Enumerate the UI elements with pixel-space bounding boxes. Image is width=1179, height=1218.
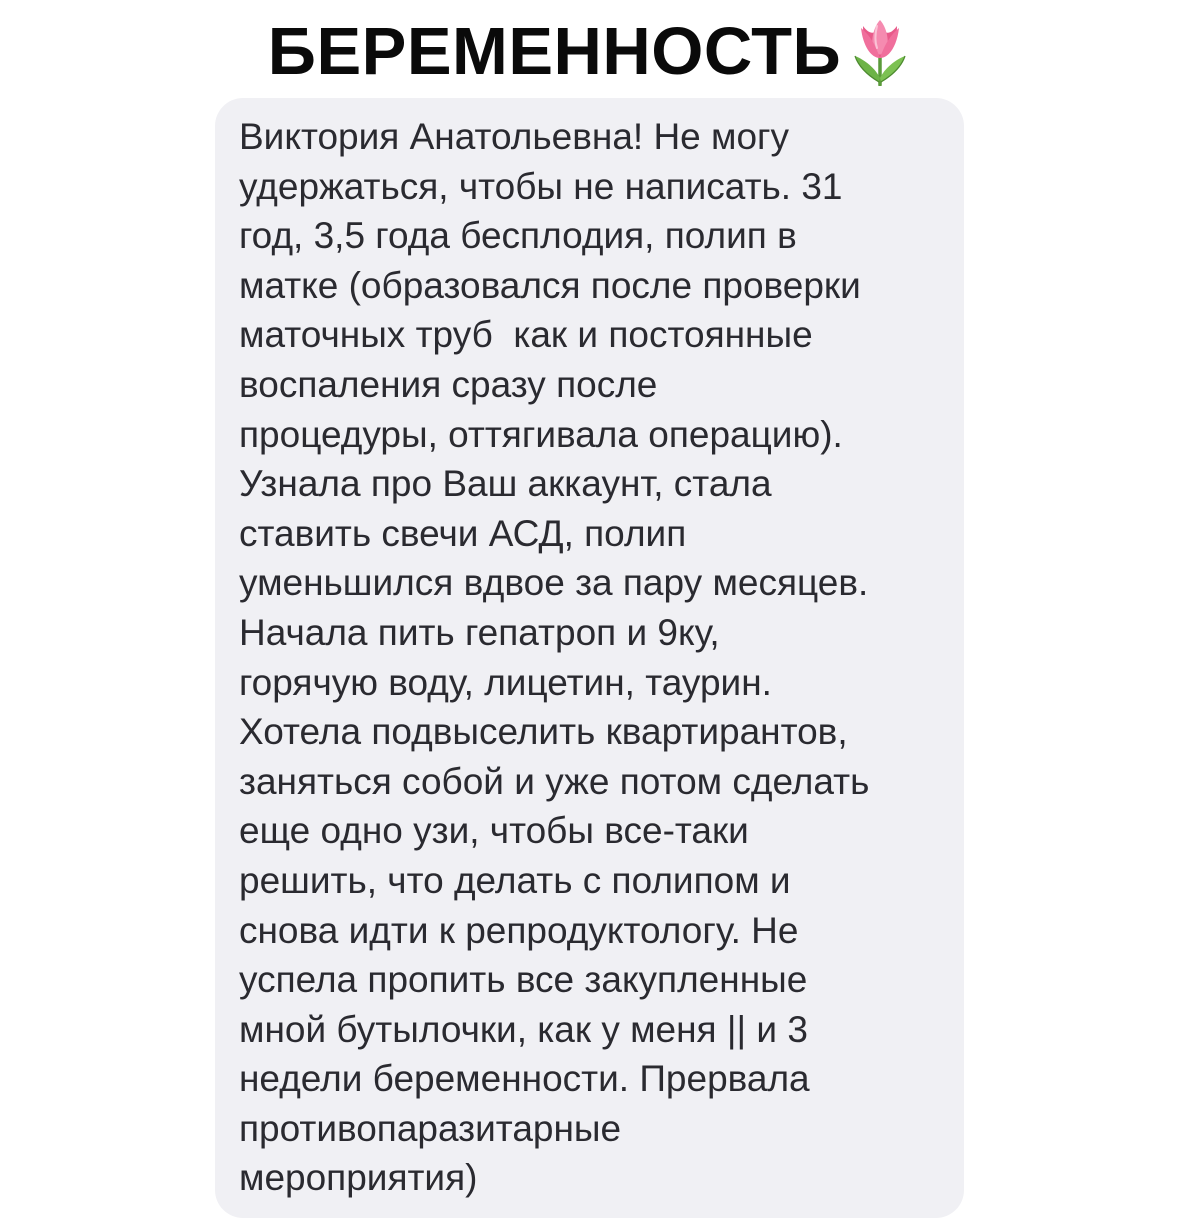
message-text: Виктория Анатольевна! Не могу удержаться, чтобы не написать. 31 год, 3,5 года бесплодия, полип в матке (образовался после проверки маточных труб как и постоянные воспаления сразу после процедуры, оттягивала операцию). Узнала про Ваш аккаунт, стала ставить свечи АСД, полип уменьшился вдвое за пару месяцев. Начала пить гепатроп и 9ку, горячую воду, лицетин, таурин. Хотела подвыселить квартирантов, заняться собой и уже потом сделать еще одно узи, чтобы все-таки решить, что делать с полипом и снова идти к репродуктологу. Не успела пропить все закупленные мной бутылочки, как у меня || и 3 недели беременности. Прервала противопаразитарные мероприятия) xyxy=(239,116,870,1199)
page-title: БЕРЕМЕННОСТЬ xyxy=(267,13,842,89)
message-bubble xyxy=(215,98,964,1218)
tulip-icon xyxy=(849,16,911,86)
header xyxy=(0,6,1179,96)
